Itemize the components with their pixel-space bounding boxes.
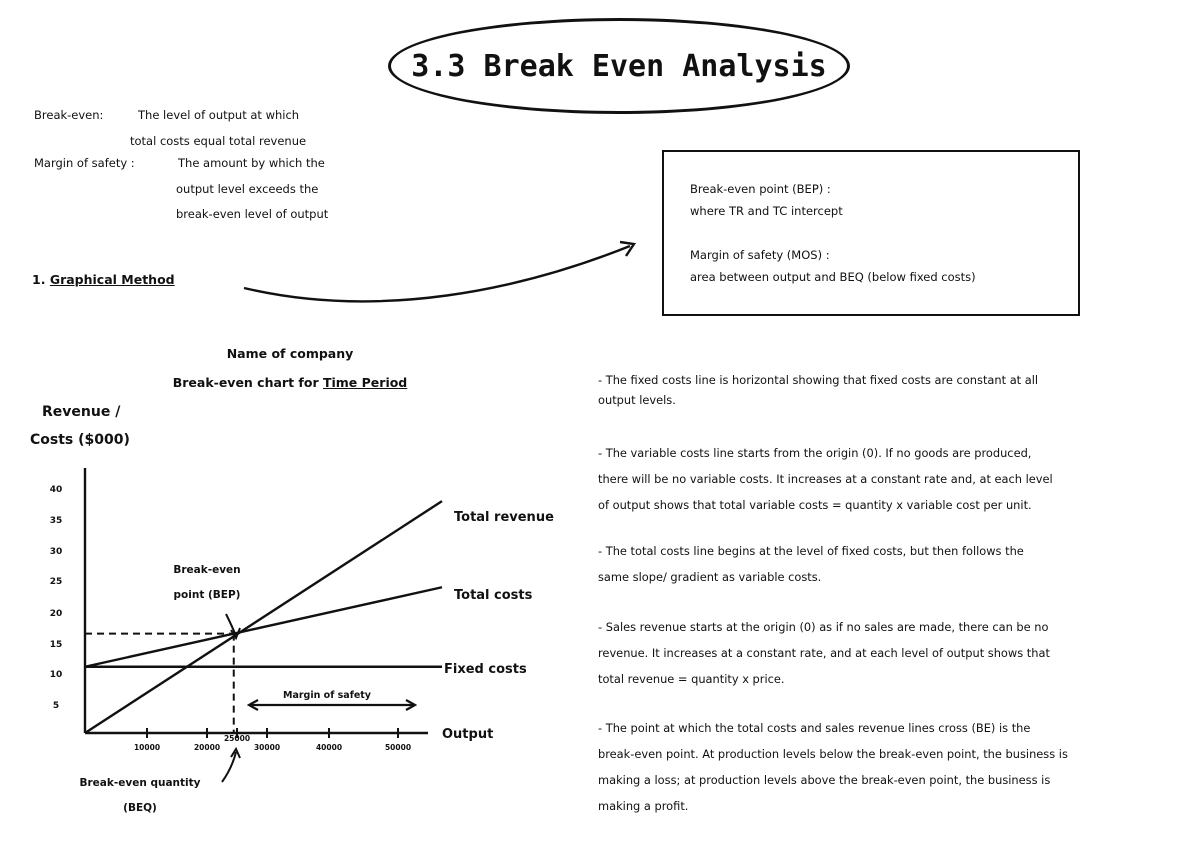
series-label: Total costs: [454, 588, 533, 603]
paragraph-line: - The point at which the total costs and sales revenue lines cross (BE) is the: [598, 721, 1031, 735]
section-number: 1.: [32, 272, 46, 287]
definition-text-line: The amount by which the: [178, 156, 325, 170]
beq-annotation-line2: (BEQ): [123, 802, 157, 814]
chart-period-underlined: Time Period: [322, 375, 408, 390]
bep-annotation-line1: Break-even: [173, 564, 241, 576]
paragraph-line: making a profit.: [598, 799, 689, 813]
page-title: 3.3 Break Even Analysis: [411, 48, 827, 84]
beq-pointer-arrow: [222, 752, 236, 782]
explanation-paragraph: [598, 370, 1188, 410]
mos-text: area between output and BEQ (below fixed costs): [690, 270, 976, 284]
explanation-paragraph: [598, 718, 1188, 816]
paragraph-line: - The variable costs line starts from the origin (0). If no goods are produced,: [598, 446, 1032, 460]
chart-period-prefix: Break-even chart for: [172, 375, 319, 390]
x-tick-label: 40000: [315, 743, 343, 752]
bep-title: Break-even point (BEP) :: [690, 182, 831, 196]
definition-term-break-even: Break-even:: [34, 108, 104, 122]
y-tick-label: 25: [49, 577, 63, 587]
paragraph-line: - The total costs line begins at the level of fixed costs, but then follows the: [598, 544, 1024, 558]
series-label: Total revenue: [454, 510, 554, 525]
chart-company-name: Name of company: [226, 346, 354, 361]
paragraph-line: - The fixed costs line is horizontal showing that fixed costs are constant at all: [598, 373, 1039, 387]
y-tick-label: 40: [49, 485, 63, 495]
paragraph-line: making a loss; at production levels above the break-even point, the business is: [598, 773, 1051, 787]
x-tick-label: 20000: [193, 743, 221, 752]
mos-label: Margin of safety: [282, 690, 372, 701]
definition-term-margin-of-safety: Margin of safety :: [34, 156, 135, 170]
paragraph-line: total revenue = quantity x price.: [598, 672, 785, 686]
explanation-paragraph: [598, 617, 1188, 689]
paragraph-line: of output shows that total variable costs = quantity x variable cost per unit.: [598, 498, 1032, 512]
series-line-total-revenue: [85, 501, 442, 733]
section-title: Graphical Method: [49, 272, 175, 287]
series-line-total-costs: [85, 587, 442, 667]
x-tick-label: 50000: [384, 743, 412, 752]
bep-text: where TR and TC intercept: [690, 204, 843, 218]
x-tick-label: 25000: [223, 734, 251, 743]
y-axis-label-line1: Revenue /: [42, 404, 121, 420]
paragraph-line: - Sales revenue starts at the origin (0) as if no sales are made, there can be no: [598, 620, 1049, 634]
y-tick-label: 5: [52, 701, 60, 711]
x-tick-label: 10000: [133, 743, 161, 752]
y-tick-label: 20: [49, 609, 63, 619]
series-label: Fixed costs: [444, 662, 527, 677]
paragraph-line: output levels.: [598, 393, 676, 407]
y-tick-label: 30: [49, 547, 63, 557]
y-tick-label: 15: [49, 640, 63, 650]
paragraph-line: revenue. It increases at a constant rate, and at each level of output shows that: [598, 646, 1050, 660]
explanation-paragraph: [598, 443, 1188, 515]
explanation-paragraph: [598, 541, 1188, 587]
definition-text-line: The level of output at which: [138, 108, 300, 122]
y-tick-label: 35: [49, 516, 63, 526]
paragraph-line: break-even point. At production levels below the break-even point, the business is: [598, 747, 1068, 761]
y-axis-label-line2: Costs ($000): [30, 432, 130, 448]
paragraph-line: same slope/ gradient as variable costs.: [598, 570, 822, 584]
definition-text-line: total costs equal total revenue: [130, 134, 307, 148]
bep-annotation-line2: point (BEP): [173, 589, 241, 601]
definition-text-line: output level exceeds the: [176, 182, 319, 196]
x-tick-label: 30000: [253, 743, 281, 752]
y-tick-label: 10: [49, 670, 63, 680]
mos-title: Margin of safety (MOS) :: [690, 248, 830, 262]
x-axis-label: Output: [442, 727, 494, 742]
definition-text-line: break-even level of output: [176, 207, 329, 221]
beq-annotation-line1: Break-even quantity: [79, 777, 201, 789]
paragraph-line: there will be no variable costs. It increases at a constant rate and, at each level: [598, 472, 1053, 486]
